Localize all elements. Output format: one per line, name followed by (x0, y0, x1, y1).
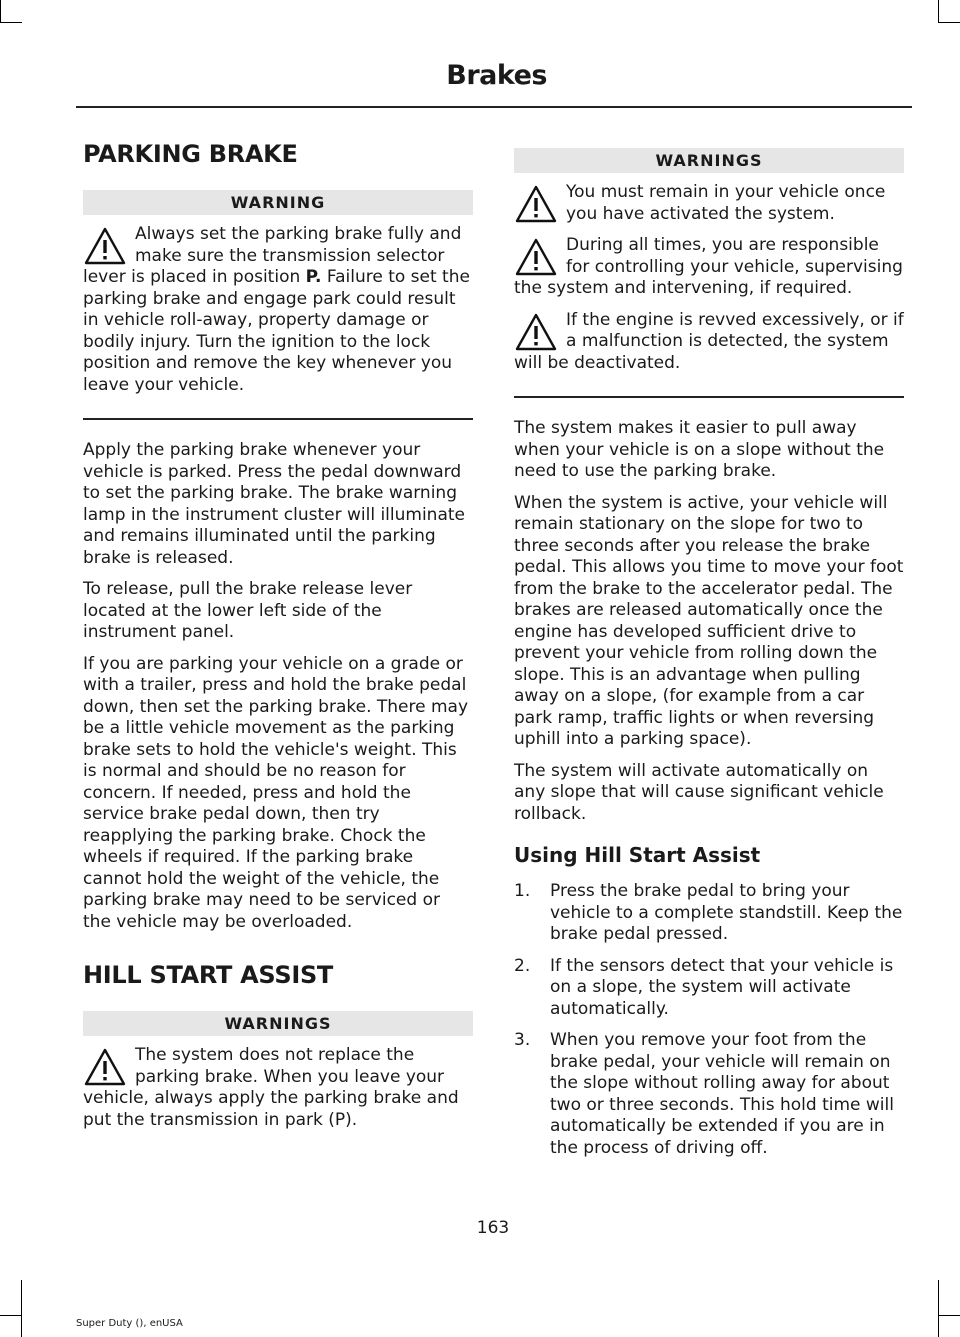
steps-list (514, 881, 904, 1159)
paragraph: Apply the parking brake whenever your vehicle is parked. Press the pedal downward to set the parking brake. The brake warning lamp in the instrument cluster will illuminate and remains illuminated until the parking brake is released. (83, 440, 465, 568)
paragraph: The system will activate automatically on any slope that will cause significant vehicle rollback. (514, 760, 884, 824)
using-hill-start-assist-heading: Using Hill Start Assist (514, 843, 761, 867)
crop-mark (938, 1280, 939, 1337)
paragraph: The system makes it easier to pull away when your vehicle is on a slope without the need to use the parking brake. (514, 418, 885, 481)
warnings-header: WARNINGS (514, 148, 904, 173)
warning-text-continued: Failure to set the parking brake and engage park could result in vehicle roll-away, property damage or bodily injury. Turn the ignition to the lock position and remove the key whenever you leave your vehicle. (83, 267, 470, 395)
position-p-label: P. (305, 267, 322, 287)
crop-mark (938, 1315, 960, 1316)
warning-item (514, 310, 904, 375)
right-warnings-block (514, 148, 904, 398)
section-title: Brakes (446, 60, 547, 91)
crop-mark (21, 1280, 22, 1337)
parking-brake-heading: PARKING BRAKE (83, 140, 298, 168)
warning-triangle-icon (514, 184, 558, 224)
hill-start-assist-heading: HILL START ASSIST (83, 961, 334, 989)
list-item (514, 956, 904, 1021)
step-text: When you remove your foot from the brake pedal, your vehicle will remain on the slope without rolling away for about two or three seconds. This hold time will automatically be extended if you are in the process of driving off. (550, 1030, 894, 1158)
warning-item (83, 1045, 473, 1131)
crop-mark (938, 22, 960, 23)
page-number: 163 (476, 1218, 510, 1238)
crop-mark (0, 0, 1, 22)
warning-item (514, 182, 904, 225)
header-rule (76, 106, 912, 108)
right-column (514, 148, 904, 1169)
step-number: 1. (514, 881, 531, 901)
warning-text: You must remain in your vehicle once you have activated the system. (566, 182, 886, 224)
warning-triangle-icon (514, 237, 558, 277)
left-column (83, 140, 473, 1141)
warning-triangle-icon (83, 1047, 127, 1087)
list-item (514, 881, 904, 946)
step-number: 3. (514, 1030, 531, 1050)
warning-text: Always set the parking brake fully and make sure the transmission selector lever is placed in position (83, 224, 462, 287)
paragraph: To release, pull the brake release lever located at the lower left side of the instrument panel. (83, 579, 413, 642)
paragraph: When the system is active, your vehicle will remain stationary on the slope for two to three seconds after you release the brake pedal. This allows you time to move your foot from the brake to the accelerator pedal. The brakes are released automatically once the engine has developed sufficient drive to prevent your vehicle from rolling down the slope. This is an advantage when pulling away on a slope, (for example from a car park ramp, traffic lights or when reversing uphill into a parking space). (514, 492, 904, 749)
warning-text: During all times, you are responsible for controlling your vehicle, supervising the system and intervening, if required. (514, 235, 903, 298)
warning-triangle-icon (83, 226, 127, 266)
warning-item (514, 235, 904, 300)
parking-warning-block (83, 190, 473, 420)
footer-text: Super Duty (), enUSA (76, 1318, 183, 1329)
crop-mark (938, 0, 939, 22)
warnings-header: WARNINGS (83, 1011, 473, 1036)
paragraph: If you are parking your vehicle on a grade or with a trailer, press and hold the brake pedal down, then set the parking brake. There may be a little vehicle movement as the parking brake sets to hold the vehicle's weight. This is normal and should be no reason for concern. If needed, press and hold the service brake pedal down, then try reapplying the parking brake. Chock the wheels if required. If the parking brake cannot hold the weight of the vehicle, the parking brake may need to be serviced or the vehicle may be overloaded. (83, 653, 469, 932)
step-text: If the sensors detect that your vehicle is on a slope, the system will activate automatically. (550, 955, 894, 1019)
step-text: Press the brake pedal to bring your vehicle to a complete standstill. Keep the brake pedal pressed. (550, 881, 903, 944)
warning-triangle-icon (514, 312, 558, 352)
hill-warnings-block (83, 1011, 473, 1131)
list-item (514, 1030, 904, 1159)
warning-text: The system does not replace the parking brake. When you leave your vehicle, always apply the parking brake and put the transmission in park (P). (83, 1045, 459, 1130)
step-number: 2. (514, 955, 531, 976)
warning-item (83, 224, 473, 396)
crop-mark (0, 1315, 22, 1316)
warning-text: If the engine is revved excessively, or if a malfunction is detected, the system will be deactivated. (514, 309, 904, 373)
crop-mark (0, 22, 22, 23)
warning-header: WARNING (83, 190, 473, 215)
